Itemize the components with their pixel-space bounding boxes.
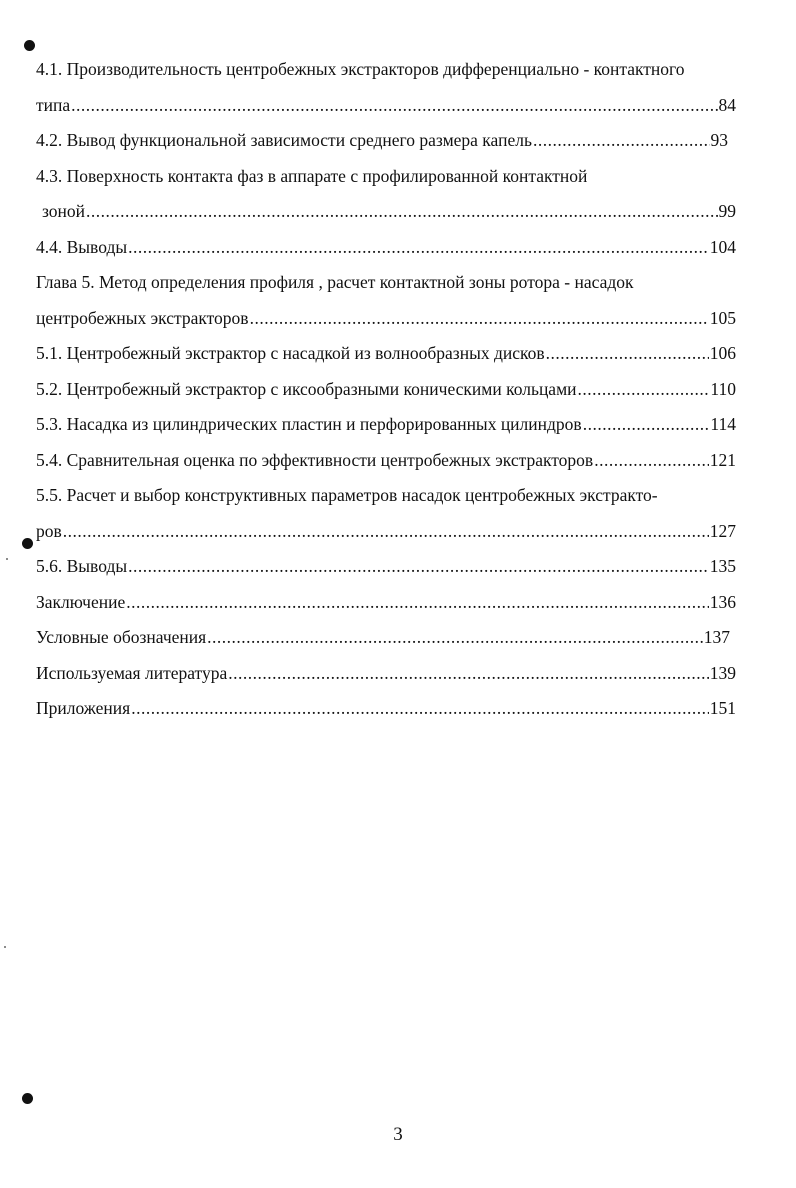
toc-page-number: 84 (718, 94, 736, 115)
toc-page-number: 110 (710, 378, 736, 399)
toc-page-number: 104 (709, 236, 736, 257)
toc-entry-conclusion[interactable] (36, 585, 736, 621)
toc-page-number: 151 (709, 698, 736, 718)
leader-dots (86, 194, 717, 230)
leader-dots (583, 407, 710, 443)
leader-dots (128, 549, 709, 585)
toc-chapter-5-line1[interactable] (36, 265, 736, 301)
toc-entry-title: 4.3. Поверхность контакта фаз в аппарате с профилированной контактной (36, 165, 588, 186)
toc-entry-4-4[interactable] (36, 230, 736, 266)
leader-dots (128, 230, 709, 266)
toc-entry-title: 5.1. Центробежный экстрактор с насадкой из волнообразных дисков (36, 343, 545, 363)
toc-entry-title: 5.6. Выводы (36, 556, 128, 576)
toc-entry-notation[interactable] (36, 620, 730, 656)
toc-entry-title: Глава 5. Метод определения профиля , расчет контактной зоны ротора - насадок (36, 272, 634, 292)
toc-entry-title: 5.3. Насадка из цилиндрических пластин и перфорированных цилиндров (36, 414, 582, 434)
toc-entry-title: Условные обозначения (36, 627, 207, 647)
toc-entry-title: Заключение (36, 591, 126, 612)
leader-dots (546, 336, 709, 372)
toc-page-number: 93 (710, 130, 728, 150)
binder-hole-top (24, 40, 35, 51)
toc-page-number: 136 (709, 591, 736, 612)
toc-entry-5-2[interactable] (36, 372, 736, 408)
toc-page-number: 121 (709, 449, 736, 470)
toc-entry-title: Используемая литература (36, 662, 228, 683)
toc-entry-literature[interactable] (36, 656, 736, 692)
toc-page-number: 137 (703, 627, 730, 647)
leader-dots (126, 585, 709, 621)
toc-entry-5-5-line1[interactable] (36, 478, 736, 514)
table-of-contents (36, 52, 736, 727)
toc-entry-4-1-line1[interactable] (36, 52, 736, 88)
toc-entry-title: типа (36, 94, 71, 115)
toc-entry-4-2[interactable] (36, 123, 728, 159)
leader-dots (63, 514, 709, 550)
toc-entry-5-1[interactable] (36, 336, 736, 372)
page-number: 3 (393, 1124, 403, 1145)
toc-page-number: 106 (709, 343, 736, 363)
toc-entry-appendices[interactable] (36, 691, 736, 727)
toc-entry-title: Приложения (36, 698, 131, 718)
toc-entry-title: 4.2. Вывод функциональной зависимости среднего размера капель (36, 130, 532, 150)
scan-speck (4, 946, 6, 948)
leader-dots (250, 301, 709, 337)
toc-page-number: 99 (718, 201, 736, 221)
toc-entry-4-3[interactable] (36, 194, 736, 230)
scan-speck (6, 558, 8, 560)
toc-page-number: 135 (709, 556, 736, 576)
toc-page-number: 139 (709, 662, 736, 683)
toc-page-number: 127 (709, 520, 736, 541)
toc-entry-4-1[interactable] (36, 88, 736, 124)
toc-entry-title: 4.1. Производительность центробежных экстракторов дифференциально - контактного (36, 59, 685, 79)
toc-page-number: 105 (709, 307, 736, 328)
toc-page-number: 114 (710, 414, 736, 434)
toc-entry-5-6[interactable] (36, 549, 736, 585)
binder-hole-bottom (22, 1093, 33, 1104)
leader-dots (533, 123, 710, 159)
leader-dots (207, 620, 703, 656)
toc-entry-title: 5.4. Сравнительная оценка по эффективности центробежных экстракторов (36, 449, 594, 470)
binder-hole-middle (22, 538, 33, 549)
toc-entry-5-5[interactable] (36, 514, 736, 550)
toc-entry-5-4[interactable] (36, 443, 736, 479)
leader-dots (228, 656, 709, 692)
toc-entry-title: зоной (42, 201, 86, 221)
toc-entry-title: 5.2. Центробежный экстрактор с иксообразными коническими кольцами (36, 378, 577, 399)
toc-chapter-5[interactable] (36, 301, 736, 337)
toc-entry-4-3-line1[interactable] (36, 159, 736, 195)
toc-entry-title: 5.5. Расчет и выбор конструктивных параметров насадок центробежных экстракто- (36, 485, 658, 505)
toc-entry-5-3[interactable] (36, 407, 736, 443)
toc-entry-title: 4.4. Выводы (36, 236, 128, 257)
leader-dots (578, 372, 710, 408)
toc-entry-title: центробежных экстракторов (36, 307, 249, 328)
leader-dots (131, 691, 709, 727)
leader-dots (594, 443, 709, 479)
toc-entry-title: ров (36, 520, 62, 541)
leader-dots (71, 88, 717, 124)
